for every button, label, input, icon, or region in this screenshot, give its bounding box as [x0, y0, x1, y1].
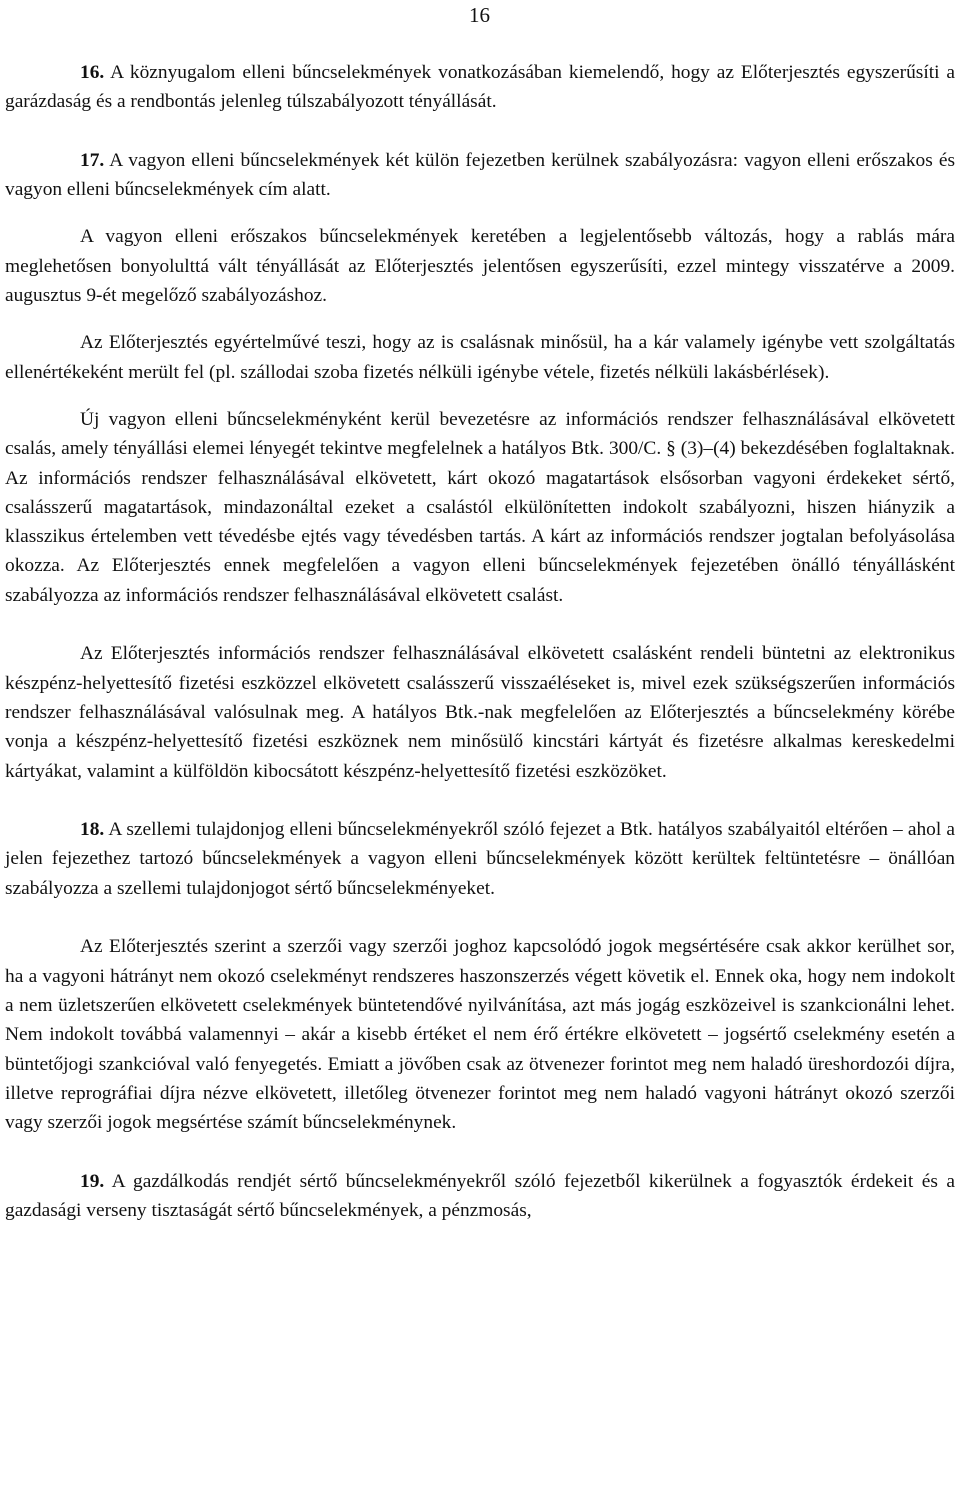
- document-body: [5, 58, 955, 1225]
- paragraph-text: A szellemi tulajdonjog elleni bűncselekményekről szóló fejezet a Btk. hatályos szabályaitól eltérően – ahol a jelen fejezethez tartozó bűncselekmények a vagyon elleni bűncselekmények között kerültek feltüntetésre – önállóan szabályozza a szellemi tulajdonjogot sértő bűncselekményeket.: [5, 819, 955, 899]
- paragraph-19: [5, 1167, 955, 1226]
- paragraph-gap: [5, 903, 955, 932]
- paragraph-text: Az Előterjesztés szerint a szerzői vagy szerzői joghoz kapcsolódó jogok megsértésére csak akkor kerülhet sor, ha a vagyoni hátrányt nem okozó cselekményt rendszeres haszonszerzés végett követik el. Ennek oka, hogy nem indokolt a nem üzletszerűen elkövetett cselekmények büntetendővé nyilvánítása, azt más jogág eszközeivel is szankcionálni lehet. Nem indokolt továbbá valamennyi – akár a kisebb értéket el nem érő értékre elkövetett – jogsértő cselekmény esetén a büntetőjogi szankcióval való fenyegetés. Emiatt a jövőben csak az ötvenezer forintot meg nem haladó üreshordozói díjra, illetve reprográfiai díjra nézve elkövetett, illetőleg ötvenezer forintot meg nem haladó vagyoni hátrányt okozó szerzői vagy szerzői jogok megsértése számít bűncselekménynek.: [5, 936, 955, 1134]
- paragraph-text: Az Előterjesztés információs rendszer felhasználásával elkövetett csalásként rendeli büntetni az elektronikus készpénz-helyettesítő fizetési eszközzel elkövetett csalásszerű visszaéléseket is, mivel ezek szükségszerűen információs rendszer felhasználásával valósulnak meg. A hatályos Btk.-nak megfelelően az Előterjesztés a bűncselekmény körébe vonja a készpénz-helyettesítő fizetési eszköznek nem minősülő kincstári kártyát és fizetésre alkalmas kereskedelmi kártyákat, valamint a külföldön kibocsátott készpénz-helyettesítő fizetési eszközöket.: [5, 643, 955, 782]
- paragraph-text: A vagyon elleni erőszakos bűncselekmények keretében a legjelentősebb változás, hogy a rablás mára meglehetősen bonyolulttá vált tényállását az Előterjesztés jelentősen egyszerűsíti, ezzel mintegy visszatérve a 2009. augusztus 9-ét megelőző szabályozáshoz.: [5, 226, 955, 307]
- paragraph-information-system-fraud: [5, 405, 955, 610]
- paragraph-text: A köznyugalom elleni bűncselekmények vonatkozásában kiemelendő, hogy az Előterjesztés egyszerűsíti a garázdaság és a rendbontás jelenleg túlszabályozott tényállását.: [5, 62, 955, 113]
- paragraph-text: A vagyon elleni bűncselekmények két külön fejezetben kerülnek szabályozásra: vagyon elleni erőszakos és vagyon elleni bűncselekmények cím alatt.: [5, 149, 955, 201]
- section-number: 17.: [80, 149, 105, 171]
- paragraph-text: A gazdálkodás rendjét sértő bűncselekményekről szóló fejezetből kikerülnek a fogyasztók érdekeit és a gazdasági verseny tisztaságát sértő bűncselekmények, a pénzmosás,: [5, 1170, 955, 1221]
- paragraph-17: [5, 146, 955, 205]
- section-number: 19.: [80, 1170, 105, 1192]
- paragraph-gap: [5, 117, 955, 146]
- paragraph-payment-instruments: [5, 639, 955, 785]
- paragraph-text: Új vagyon elleni bűncselekményként kerül bevezetésre az információs rendszer felhasználásával elkövetett csalás, amely tényállási elemei lényegét tekintve megfelelnek a hatályos Btk. 300/C. § (3)–(4) bekezdésében foglaltaknak. Az információs rendszer felhasználásával elkövetett, kárt okozó magatartások elsősorban vagyoni érdekeket sértő, csalásszerű magatartások, mindazonáltal ezeket a csalástól elkülönítetten indokolt szabályozni, hiszen hiányzik a klasszikus értelemben vett tévedésbe ejtés vagy tévedésben tartás. A kárt az információs rendszer jogtalan befolyásolása okozza. Az Előterjesztés ennek megfelelően a vagyon elleni bűncselekmények fejezetében önálló tényállásként szabályozza az információs rendszer felhasználásával elkövetett csalást.: [5, 408, 955, 606]
- paragraph-gap: [5, 610, 955, 639]
- paragraph-copyright: [5, 932, 955, 1137]
- page-number: 16: [469, 3, 490, 27]
- paragraph-fraud-services: [5, 328, 955, 387]
- paragraph-16: [5, 58, 955, 117]
- section-number: 16.: [80, 62, 105, 83]
- paragraph-gap: [5, 786, 955, 815]
- paragraph-18: [5, 815, 955, 903]
- paragraph-robbery: [5, 222, 955, 310]
- paragraph-gap: [5, 1137, 955, 1166]
- section-number: 18.: [80, 819, 105, 841]
- paragraph-text: Az Előterjesztés egyértelművé teszi, hogy az is csalásnak minősül, ha a kár valamely igénybe vett szolgáltatás ellenértékeként merült fel (pl. szállodai szoba fizetés nélküli igénybe vétele, fizetés nélküli lakásbérlések).: [5, 332, 955, 383]
